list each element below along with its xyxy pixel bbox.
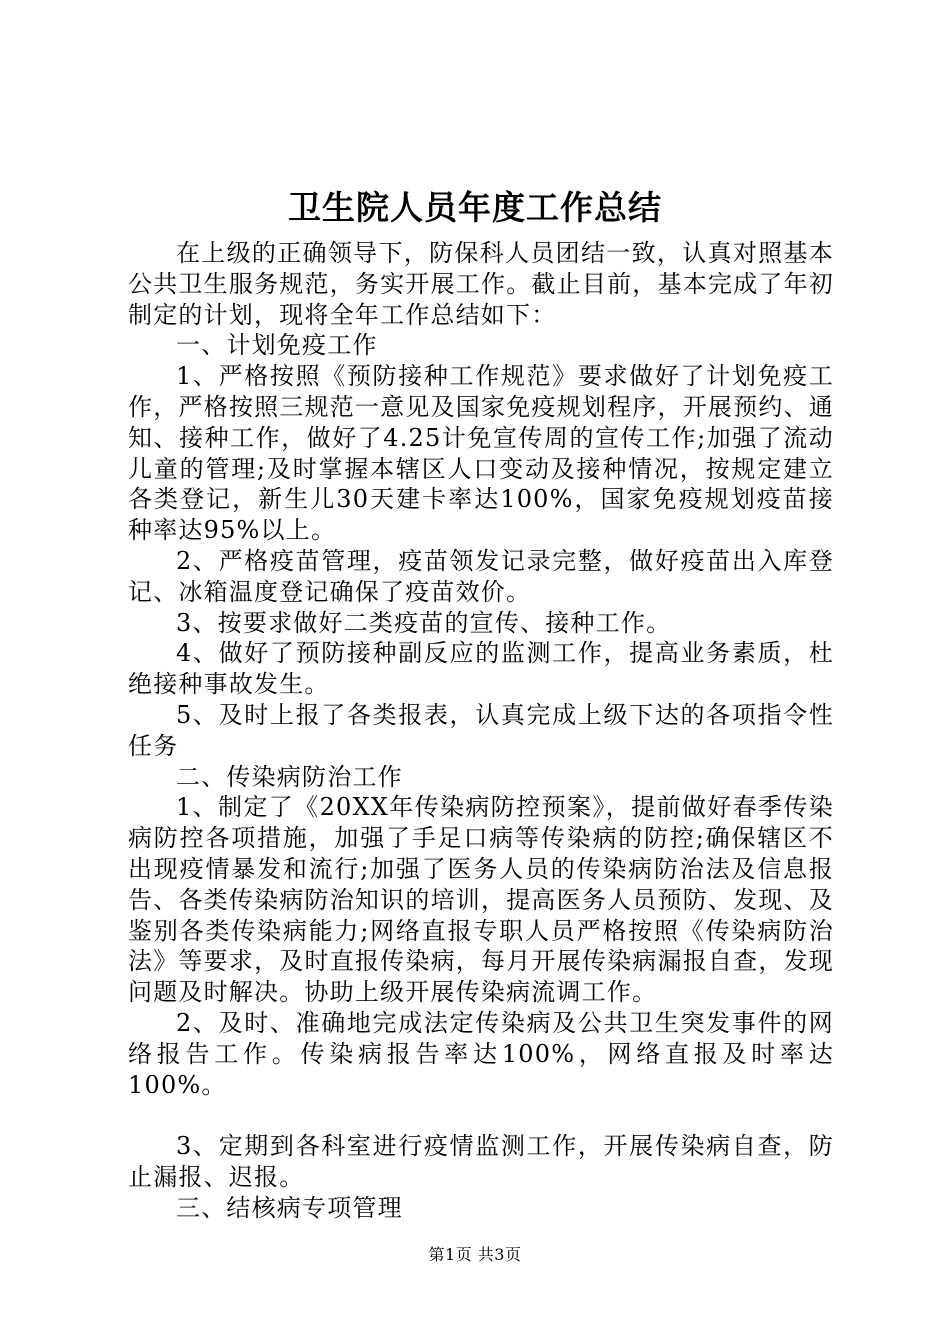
immunization-item-2: 2、严格疫苗管理，疫苗领发记录完整，做好疫苗出入库登记、冰箱温度登记确保了疫苗效价。: [128, 546, 834, 606]
page-footer: 第1页 共3页: [428, 1245, 522, 1264]
document-body: [128, 238, 834, 1224]
intro-paragraph: 在上级的正确领导下，防保科人员团结一致，认真对照基本公共卫生服务规范，务实开展工作。截止目前，基本完成了年初制定的计划，现将全年工作总结如下：: [128, 239, 834, 329]
blank-line: [128, 1100, 834, 1131]
section-heading-tuberculosis: 三、结核病专项管理: [176, 1193, 403, 1222]
section-heading-infectious-disease: 二、传染病防治工作: [176, 762, 403, 791]
infectious-disease-item-3: 3、定期到各科室进行疫情监测工作，开展传染病自查，防止漏报、迟报。: [128, 1132, 834, 1191]
infectious-disease-item-2: 2、及时、准确地完成法定传染病及公共卫生突发事件的网络报告工作。传染病报告率达100%，网络直报及时率达100%。: [128, 1008, 834, 1099]
immunization-item-3: 3、按要求做好二类疫苗的宣传、接种工作。: [176, 608, 672, 637]
section-heading-immunization: 一、计划免疫工作: [176, 331, 378, 360]
document-title: 卫生院人员年度工作总结: [288, 188, 662, 227]
infectious-disease-item-1: 1、制定了《20XX年传染病防控预案》，提前做好春季传染病防控各项措施，加强了手足口病等传染病的防控;确保辖区不出现疫情暴发和流行;加强了医务人员的传染病防治法及信息报告、各类传染病防治知识的培训，提高医务人员预防、发现、及鉴别各类传染病能力;网络直报专职人员严格按照《传染病防治法》等要求，及时直报传染病，每月开展传染病漏报自查，发现问题及时解决。协助上级开展传染病流调工作。: [128, 793, 834, 1007]
immunization-item-4: 4、做好了预防接种副反应的监测工作，提高业务素质，杜绝接种事故发生。: [128, 639, 834, 699]
immunization-item-1: 1、严格按照《预防接种工作规范》要求做好了计划免疫工作，严格按照三规范一意见及国家免疫规划程序，开展预约、通知、接种工作，做好了4.25计免宣传周的宣传工作;加强了流动儿童的管理;及时掌握本辖区人口变动及接种情况，按规定建立各类登记，新生儿30天建卡率达100%，国家免疫规划疫苗接种率达95%以上。: [128, 362, 834, 545]
immunization-item-5: 5、及时上报了各类报表，认真完成上级下达的各项指令性任务: [128, 700, 834, 760]
